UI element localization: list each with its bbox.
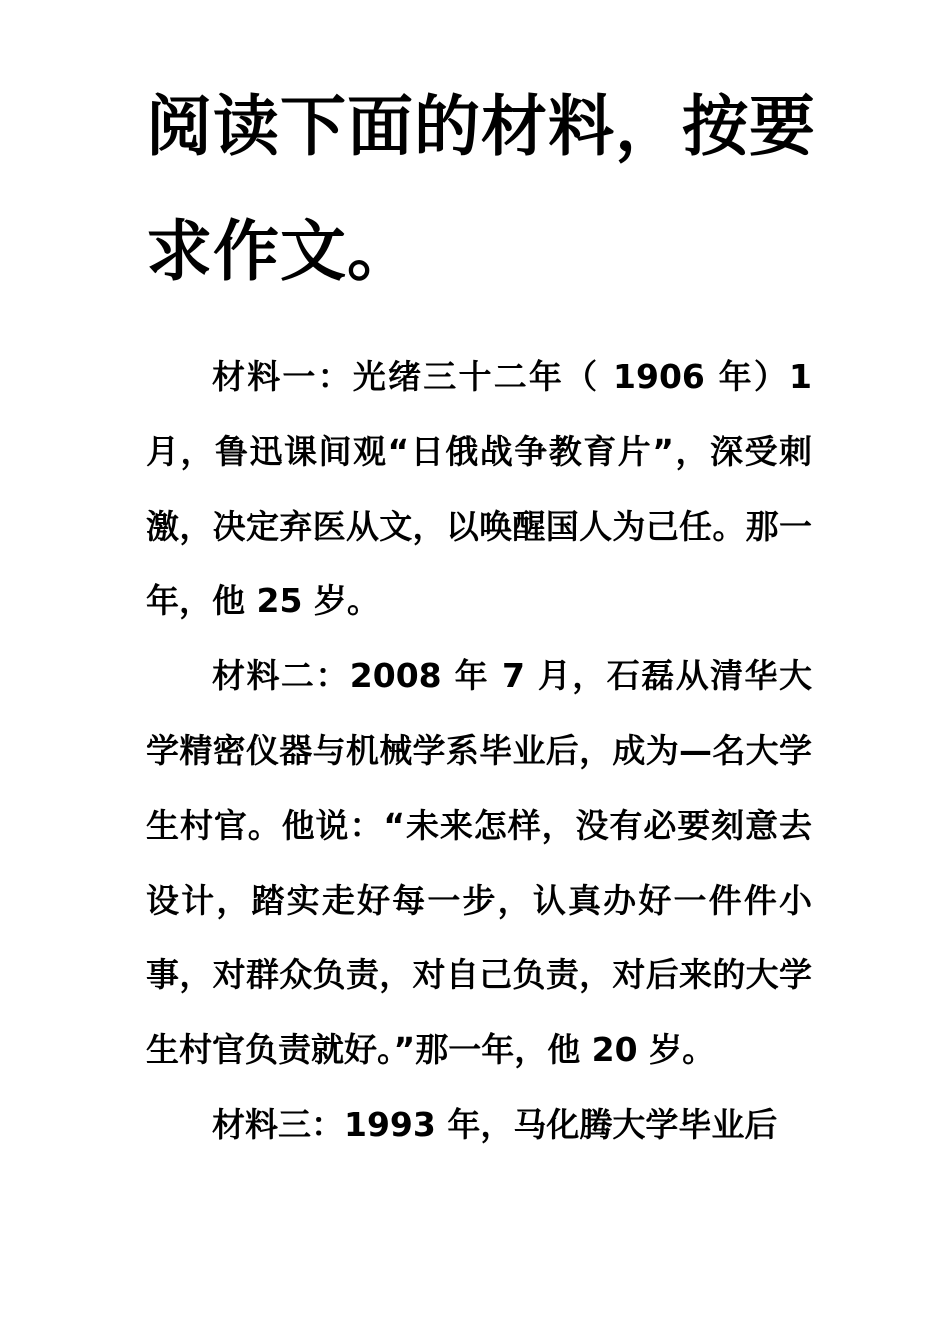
material-three-paragraph: 材料三：1993 年，马化腾大学毕业后: [212, 1104, 778, 1144]
document-body: [146, 340, 812, 1163]
material-one-paragraph: 材料一：光绪三十二年（ 1906 年）1月，鲁迅课间观“日俄战争教育片”，深受刺激，决定弃医从文，以唤醒国人为己任。那一年，他 25 岁。: [146, 357, 812, 621]
page-title: 阅读下面的材料，按要求作文。: [146, 88, 816, 290]
material-two-paragraph: 材料二：2008 年 7 月，石磊从清华大学精密仪器与机械学系毕业后，成为—名大学生村官。他说：“未来怎样，没有必要刻意去设计，踏实走好每一步，认真办好一件件小事，对群众负责，对自己负责，对后来的大学生村官负责就好。”那一年，他 20 岁。: [146, 656, 812, 1070]
